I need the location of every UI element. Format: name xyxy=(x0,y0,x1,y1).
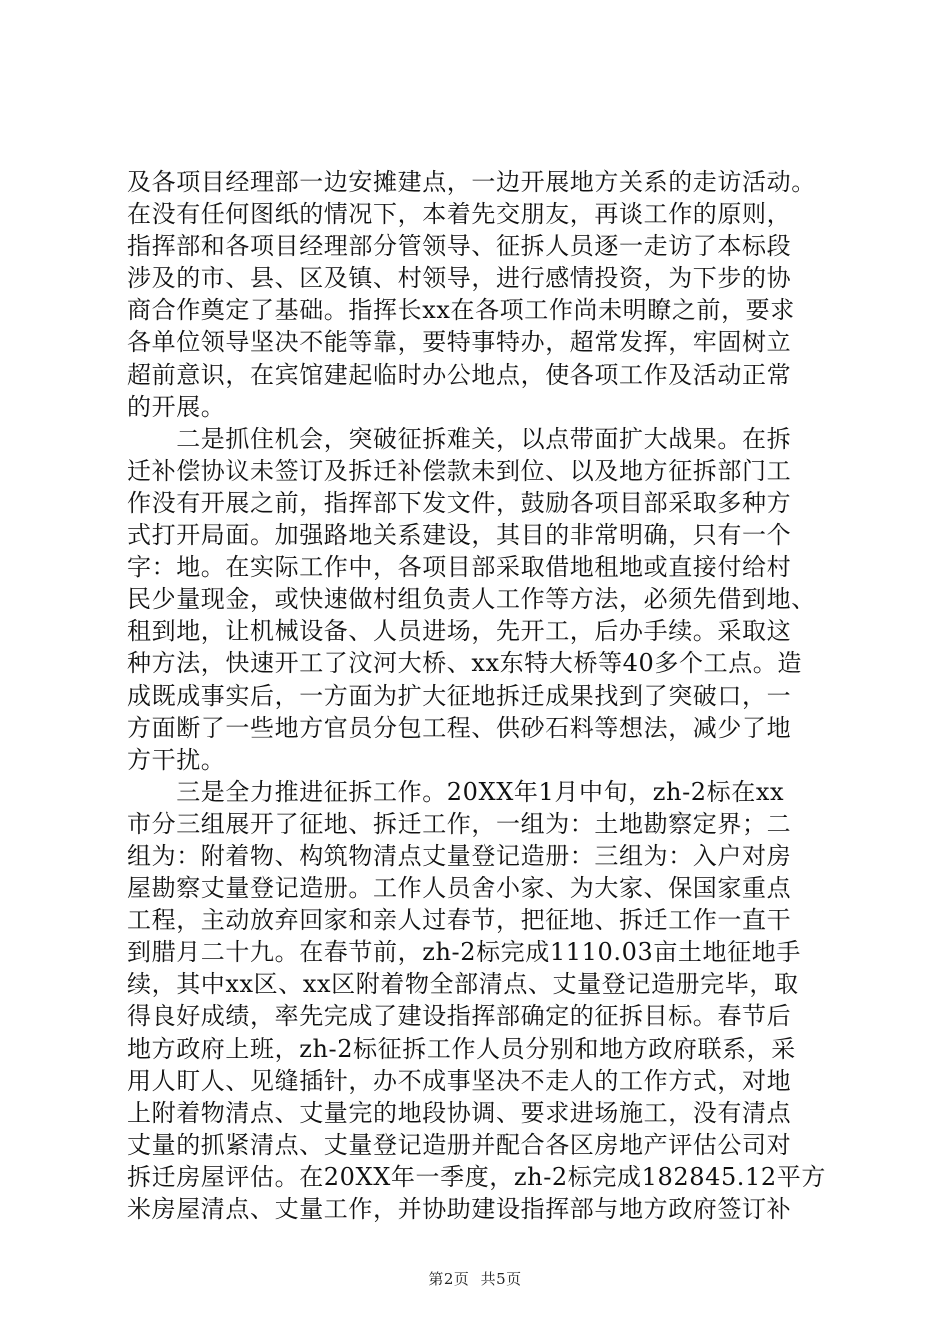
text-line: 屋勘察丈量登记造册。工作人员舍小家、为大家、保国家重点 xyxy=(127,874,792,903)
text-line: 民少量现金，或快速做村组负责人工作等方法，必须先借到地、 xyxy=(127,585,816,614)
text-line: 地方政府上班，zh-2标征拆工作人员分别和地方政府联系，采 xyxy=(127,1034,796,1063)
text-line: 超前意识，在宾馆建起临时办公地点，使各项工作及活动正常 xyxy=(127,360,792,389)
text-line: 上附着物清点、丈量完的地段协调、要求进场施工，没有清点 xyxy=(127,1098,792,1127)
page-total: 共5页 xyxy=(480,1270,522,1288)
text-line: 迁补偿协议未签订及拆迁补偿款未到位、以及地方征拆部门工 xyxy=(127,456,792,485)
text-line: 种方法，快速开工了汶河大桥、xx东特大桥等40多个工点。造 xyxy=(127,649,803,678)
text-line: 市分三组展开了征地、拆迁工作，一组为：土地勘察定界；二 xyxy=(127,809,792,838)
text-line: 作没有开展之前，指挥部下发文件，鼓励各项目部采取多种方 xyxy=(127,488,792,517)
text-line: 丈量的抓紧清点、丈量登记造册并配合各区房地产评估公司对 xyxy=(127,1130,792,1159)
text-line: 二是抓住机会，突破征拆难关，以点带面扩大战果。在拆 xyxy=(127,424,792,453)
text-line: 租到地，让机械设备、人员进场，先开工，后办手续。采取这 xyxy=(127,617,792,646)
page-footer xyxy=(0,1268,950,1289)
text-line: 指挥部和各项目经理部分管领导、征拆人员逐一走访了本标段 xyxy=(127,232,792,261)
text-line: 的开展。 xyxy=(127,392,226,421)
text-line: 到腊月二十九。在春节前，zh-2标完成1110.03亩土地征地手 xyxy=(127,938,801,967)
text-line: 米房屋清点、丈量工作，并协助建设指挥部与地方政府签订补 xyxy=(127,1195,792,1223)
text-line: 成既成事实后，一方面为扩大征地拆迁成果找到了突破口，一 xyxy=(127,681,792,710)
text-line: 方面断了一些地方官员分包工程、供砂石料等想法，减少了地 xyxy=(127,713,792,742)
text-line: 商合作奠定了基础。指挥长xx在各项工作尚未明瞭之前，要求 xyxy=(127,296,795,325)
text-line: 式打开局面。加强路地关系建设，其目的非常明确，只有一个 xyxy=(127,521,792,550)
text-line: 三是全力推进征拆工作。20XX年1月中旬，zh-2标在xx xyxy=(127,777,785,806)
text-line: 涉及的市、县、区及镇、村领导，进行感情投资，为下步的协 xyxy=(127,264,792,293)
text-line: 字：地。在实际工作中，各项目部采取借地租地或直接付给村 xyxy=(127,553,792,582)
text-line: 在没有任何图纸的情况下，本着先交朋友，再谈工作的原则， xyxy=(127,200,792,229)
body-text xyxy=(127,166,842,1225)
text-line: 组为：附着物、构筑物清点丈量登记造册：三组为：入户对房 xyxy=(127,841,792,870)
text-line: 工程，主动放弃回家和亲人过春节，把征地、拆迁工作一直干 xyxy=(127,906,792,935)
text-line: 各单位领导坚决不能等靠，要特事特办，超常发挥，牢固树立 xyxy=(127,328,792,357)
text-line: 及各项目经理部一边安摊建点，一边开展地方关系的走访活动。 xyxy=(127,168,816,196)
page-number: 第2页 xyxy=(428,1270,470,1288)
text-line: 用人盯人、见缝插针，办不成事坚决不走人的工作方式，对地 xyxy=(127,1066,792,1095)
text-line: 拆迁房屋评估。在20XX年一季度，zh-2标完成182845.12平方 xyxy=(127,1162,826,1191)
text-line: 方干扰。 xyxy=(127,745,226,774)
text-line: 续，其中xx区、xx区附着物全部清点、丈量登记造册完毕，取 xyxy=(127,970,799,999)
text-line: 得良好成绩，率先完成了建设指挥部确定的征拆目标。春节后 xyxy=(127,1002,792,1031)
